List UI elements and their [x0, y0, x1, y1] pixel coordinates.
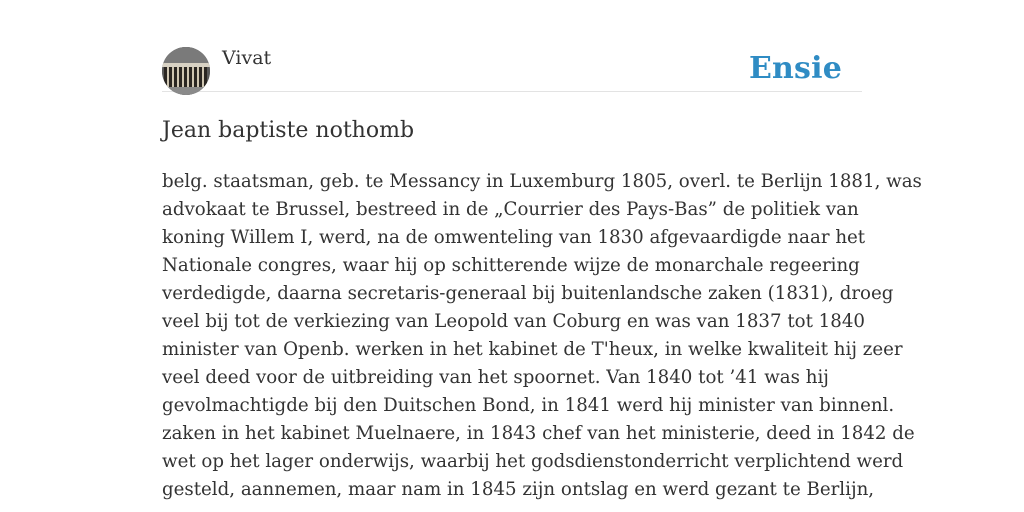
book-spines-icon: [162, 47, 210, 95]
entry-header: [162, 46, 862, 92]
definition-line: advokaat te Brussel, bestreed in de „Courrier des Pays-Bas” de politiek van: [162, 199, 859, 220]
definition-line: veel deed voor de uitbreiding van het spoornet. Van 1840 tot ’41 was hij: [162, 367, 829, 388]
definition-line: wet op het lager onderwijs, waarbij het godsdienstonderricht verplichtend werd: [162, 451, 904, 472]
entry-definition: [162, 168, 922, 504]
definition-line: verdedigde, daarna secretaris-generaal bij buitenlandsche zaken (1831), droeg: [162, 283, 894, 304]
definition-line: Nationale congres, waar hij op schitterende wijze de monarchale regeering: [162, 255, 860, 276]
source-avatar[interactable]: [162, 47, 210, 95]
ensie-logo[interactable]: Ensie: [748, 51, 842, 86]
definition-line: belg. staatsman, geb. te Messancy in Luxemburg 1805, overl. te Berlijn 1881, was: [162, 171, 922, 192]
definition-line: gesteld, aannemen, maar nam in 1845 zijn ontslag en werd gezant te Berlijn,: [162, 479, 875, 500]
definition-line: minister van Openb. werken in het kabinet de T'heux, in welke kwaliteit hij zeer: [162, 339, 903, 360]
source-name-link[interactable]: Vivat: [222, 47, 272, 69]
definition-line: zaken in het kabinet Muelnaere, in 1843 chef van het ministerie, deed in 1842 de: [162, 423, 915, 444]
entry-title: Jean baptiste nothomb: [162, 118, 415, 143]
definition-line: veel bij tot de verkiezing van Leopold van Coburg en was van 1837 tot 1840: [162, 311, 865, 332]
definition-line: koning Willem I, werd, na de omwenteling van 1830 afgevaardigde naar het: [162, 227, 866, 248]
definition-line: gevolmachtigde bij den Duitschen Bond, in 1841 werd hij minister van binnenl.: [162, 395, 895, 416]
